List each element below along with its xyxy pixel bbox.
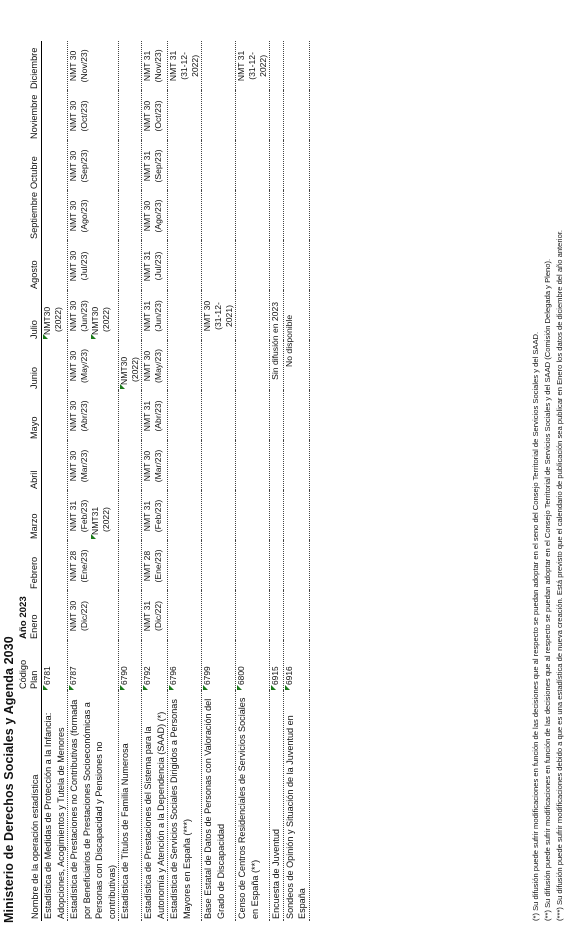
release-date: NMT 30 <box>68 50 78 82</box>
reference-period: (31-12-2021) <box>213 302 234 330</box>
month-cell <box>68 441 119 491</box>
annual-release-period: (2022) <box>101 507 111 532</box>
annual-release-date: NMT30 <box>119 356 129 385</box>
release-date: NMT 30 <box>68 350 78 382</box>
plan-code <box>236 641 270 691</box>
month-cell <box>142 291 168 341</box>
month-cell <box>68 291 119 341</box>
reference-period: (Sep/23) <box>153 149 163 183</box>
month-cell <box>42 341 68 391</box>
month-cell <box>236 291 270 341</box>
release-date: NMT 31 <box>142 500 152 532</box>
comment-marker-icon <box>285 685 290 690</box>
footnotes <box>530 21 566 921</box>
table-row <box>68 41 119 921</box>
release-date: NMT 30 <box>68 600 78 632</box>
month-cell <box>119 141 142 191</box>
month-cell <box>236 91 270 141</box>
month-cell <box>168 541 202 591</box>
span-status-text: No disponible <box>283 41 309 641</box>
month-cell <box>236 341 270 391</box>
release-date: NMT 31 <box>142 50 152 82</box>
month-cell <box>168 191 202 241</box>
annual-release-period: (2022) <box>101 307 111 332</box>
month-cell <box>236 491 270 541</box>
month-cell <box>202 541 236 591</box>
month-cell <box>119 341 142 391</box>
month-cell <box>119 41 142 91</box>
plan-code <box>142 641 168 691</box>
plan-code-value: 6799 <box>202 666 212 685</box>
month-cell <box>68 241 119 291</box>
header-code: Código <box>18 659 28 689</box>
comment-marker-icon <box>271 685 276 690</box>
page-title: Ministerio de Derechos Sociales y Agenda 2030 <box>2 636 16 923</box>
release-date: NMT 31 <box>142 600 152 632</box>
table-row <box>168 41 202 921</box>
month-cell <box>42 291 68 341</box>
month-cell <box>236 141 270 191</box>
month-cell <box>236 41 270 91</box>
month-cell <box>68 41 119 91</box>
table-row <box>42 41 68 921</box>
release-date: NMT 30 <box>68 200 78 232</box>
release-date: NMT 30 <box>68 400 78 432</box>
month-cell <box>42 91 68 141</box>
operation-name: Estadística de Prestaciones del Sistema para la Autonomía y Atención a la Dependencia (SAAD) (*) <box>142 691 168 921</box>
operation-name: Encuesta de Juventud <box>270 691 284 921</box>
month-cell <box>68 541 119 591</box>
reference-period: (May/23) <box>79 349 89 383</box>
plan-code-value: 6915 <box>270 666 280 685</box>
annual-release-date: NMT30 <box>42 306 52 335</box>
month-cell <box>202 41 236 91</box>
plan-code <box>283 641 309 691</box>
operation-name: Base Estatal de Datos de Personas con Valoración del Grado de Discapacidad <box>202 691 236 921</box>
month-cell <box>236 191 270 241</box>
month-cell <box>119 291 142 341</box>
month-cell <box>119 491 142 541</box>
reference-period: (Mar/23) <box>153 449 163 483</box>
month-cell <box>168 491 202 541</box>
month-cell <box>119 91 142 141</box>
comment-marker-icon <box>143 685 148 690</box>
month-cell <box>42 591 68 641</box>
reference-period: (Jun/23) <box>153 300 163 332</box>
plan-code-value: 6916 <box>283 666 294 685</box>
reference-period: (Nov/23) <box>153 49 163 83</box>
month-cell <box>202 141 236 191</box>
release-date: NMT 30 <box>68 100 78 132</box>
header-month: Marzo <box>29 491 42 541</box>
month-cell <box>202 441 236 491</box>
release-date: NMT 31 <box>142 250 152 282</box>
plan-code-value: 6800 <box>236 666 246 685</box>
comment-marker-icon <box>169 685 174 690</box>
month-cell <box>68 91 119 141</box>
release-date: NMT 31 <box>142 400 152 432</box>
month-cell <box>168 291 202 341</box>
month-cell <box>142 391 168 441</box>
month-cell <box>42 441 68 491</box>
month-cell <box>168 591 202 641</box>
month-cell <box>68 391 119 441</box>
reference-period: (Dic/22) <box>79 600 89 632</box>
annual-release-period: (2022) <box>53 307 63 332</box>
comment-marker-icon <box>91 334 96 339</box>
month-cell <box>142 191 168 241</box>
month-cell <box>202 391 236 441</box>
month-cell <box>168 341 202 391</box>
header-month: Abril <box>29 441 42 491</box>
plan-code-value: 6792 <box>142 666 152 685</box>
comment-marker-icon <box>237 685 242 690</box>
reference-period: (May/23) <box>153 349 163 383</box>
comment-marker-icon <box>91 534 96 539</box>
footnote: (***) Su difusión puede sufrir modificaciones debido a que es una estadística de nueva creación. Está previsto que el calendario de publicación sea publicar en Enero los datos de diciembre del año anterior. <box>555 229 564 921</box>
reference-period: (Oct/23) <box>79 100 89 132</box>
operation-name: Censo de Centros Residenciales de Servicios Sociales en España (**) <box>236 691 270 921</box>
month-cell <box>202 291 236 341</box>
table-row <box>142 41 168 921</box>
release-date: NMT 31 <box>142 300 152 332</box>
reference-period: (Ene/23) <box>79 549 89 583</box>
annual-release-date: NMT30 <box>90 306 100 335</box>
release-date: NMT 28 <box>142 550 152 582</box>
comment-marker-icon <box>69 685 74 690</box>
release-date: NMT 30 <box>68 250 78 282</box>
header-month: Noviembre <box>29 91 42 141</box>
reference-period: (Mar/23) <box>79 449 89 483</box>
month-cell <box>168 41 202 91</box>
month-cell <box>168 141 202 191</box>
operation-name: Estadística de Servicios Sociales Dirigidos a Personas Mayores en España (***) <box>168 691 202 921</box>
reference-period: (Oct/23) <box>153 100 163 132</box>
month-cell <box>202 241 236 291</box>
month-cell <box>142 41 168 91</box>
reference-period: (Sep/23) <box>79 149 89 183</box>
header-plan: Plan <box>29 641 42 691</box>
plan-code-value: 6787 <box>68 666 78 685</box>
month-cell <box>236 391 270 441</box>
release-date: NMT 30 <box>68 300 78 332</box>
table-row <box>202 41 236 921</box>
comment-marker-icon <box>43 334 48 339</box>
plan-code-value: 6796 <box>168 666 178 685</box>
month-cell <box>202 491 236 541</box>
release-date: NMT 30 <box>142 450 152 482</box>
month-cell <box>42 41 68 91</box>
month-cell <box>202 91 236 141</box>
reference-period: (Abr/23) <box>79 400 89 432</box>
month-cell <box>119 591 142 641</box>
month-cell <box>168 441 202 491</box>
header-month: Octubre <box>29 141 42 191</box>
month-cell <box>119 391 142 441</box>
annual-release <box>42 293 64 339</box>
month-cell <box>119 541 142 591</box>
plan-code <box>42 641 68 691</box>
month-cell <box>142 491 168 541</box>
release-date: NMT 31 <box>142 150 152 182</box>
month-cell <box>119 441 142 491</box>
month-cell <box>42 191 68 241</box>
reference-period: (Ene/23) <box>153 549 163 583</box>
month-cell <box>236 241 270 291</box>
release-date: NMT 31 <box>168 50 178 82</box>
annual-release-date: NMT31 <box>90 506 100 535</box>
month-cell <box>42 241 68 291</box>
header-month: Junio <box>29 341 42 391</box>
reference-period: (Ago/23) <box>153 199 163 233</box>
month-cell <box>42 491 68 541</box>
release-date: NMT 30 <box>142 200 152 232</box>
reference-period: (Jun/23) <box>79 300 89 332</box>
plan-code <box>202 641 236 691</box>
header-year: Año 2023 <box>18 596 29 639</box>
plan-code <box>68 641 119 691</box>
month-cell <box>142 91 168 141</box>
header-month: Julio <box>29 291 42 341</box>
month-cell <box>142 141 168 191</box>
reference-period: (31-12-2022) <box>247 52 268 80</box>
plan-code-value: 6790 <box>119 666 129 685</box>
month-cell <box>168 91 202 141</box>
header-month: Diciembre <box>29 41 42 91</box>
table-row <box>236 41 270 921</box>
plan-code <box>168 641 202 691</box>
month-cell <box>236 441 270 491</box>
header-month: Enero <box>29 591 42 641</box>
header-month: Septiembre <box>29 191 42 241</box>
reference-period: (Abr/23) <box>153 400 163 432</box>
annual-release <box>90 293 112 339</box>
month-cell <box>142 591 168 641</box>
month-cell <box>68 341 119 391</box>
month-cell <box>142 541 168 591</box>
month-cell <box>68 191 119 241</box>
header-row-top <box>16 41 29 921</box>
month-cell <box>119 191 142 241</box>
release-date: NMT 30 <box>68 450 78 482</box>
comment-marker-icon <box>203 685 208 690</box>
header-name: Nombre de la operación estadística <box>16 691 42 921</box>
header-month: Febrero <box>29 541 42 591</box>
table-row <box>270 41 284 921</box>
month-cell <box>142 441 168 491</box>
month-cell <box>168 391 202 441</box>
annual-release <box>90 493 112 539</box>
annual-release <box>119 343 141 389</box>
release-date: NMT 31 <box>68 500 78 532</box>
month-cell <box>119 241 142 291</box>
footnote: (**) Su difusión puede sufrir modificaciones en función de las decisiones que al respecto se puedan adoptar en el Consejo Territorial de Servicios Sociales y del SAAD (Comisión Delegada y Pleno). <box>543 258 552 921</box>
month-cell <box>68 491 119 541</box>
comment-marker-icon <box>120 384 125 389</box>
reference-period: (Ago/23) <box>79 199 89 233</box>
operation-name: Sondeos de Opinión y Situación de la Juventud en España <box>283 691 309 921</box>
release-date: NMT 30 <box>202 300 212 332</box>
month-cell <box>202 341 236 391</box>
plan-code <box>270 641 284 691</box>
release-date: NMT 28 <box>68 550 78 582</box>
statistics-calendar-table <box>16 41 310 921</box>
annual-release-period: (2022) <box>130 357 140 382</box>
table-body <box>42 41 310 921</box>
month-cell <box>42 141 68 191</box>
reference-period: (Jul/23) <box>79 251 89 281</box>
month-cell <box>236 591 270 641</box>
month-cell <box>202 191 236 241</box>
table-row <box>119 41 142 921</box>
comment-marker-icon <box>43 685 48 690</box>
reference-period: (Feb/23) <box>153 499 163 533</box>
operation-name: Estadística de Títulos de Familia Numerosa <box>119 691 142 921</box>
release-date: NMT 31 <box>236 50 246 82</box>
header-month: Mayo <box>29 391 42 441</box>
reference-period: (Nov/23) <box>79 49 89 83</box>
release-date: NMT 30 <box>68 150 78 182</box>
month-cell <box>142 241 168 291</box>
plan-code-value: 6781 <box>42 666 52 685</box>
month-cell <box>42 541 68 591</box>
span-status-text: Sin difusión en 2023 <box>270 41 284 641</box>
footnote: (*) Su difusión puede sufrir modificaciones en función de las decisiones que al respecto se puedan adoptar en el seno del Consejo Territorial de Servicios Sociales y del SAAD. <box>531 331 540 921</box>
release-date: NMT 30 <box>142 100 152 132</box>
operation-name: Estadística de Medidas de Protección a la Infancia: Adopciones, Acogimientos y Tutela de Menores <box>42 691 68 921</box>
release-date: NMT 30 <box>142 350 152 382</box>
month-cell <box>202 591 236 641</box>
table-row <box>283 41 309 921</box>
operation-name: Estadística de Prestaciones no Contributivas (formada por Beneficiarios de Prestaciones Socioeconómicas a Personas con Discapacidad y Pensiones no contributivas) <box>68 691 119 921</box>
reference-period: (Jul/23) <box>153 251 163 281</box>
month-cell <box>142 341 168 391</box>
month-cell <box>168 241 202 291</box>
month-cell <box>236 541 270 591</box>
header-month: Agosto <box>29 241 42 291</box>
month-cell <box>68 141 119 191</box>
reference-period: (31-12-2022) <box>179 52 200 80</box>
plan-code <box>119 641 142 691</box>
month-cell <box>68 591 119 641</box>
reference-period: (Dic/22) <box>153 600 163 632</box>
comment-marker-icon <box>120 685 125 690</box>
reference-period: (Feb/23) <box>79 499 89 533</box>
month-cell <box>42 391 68 441</box>
